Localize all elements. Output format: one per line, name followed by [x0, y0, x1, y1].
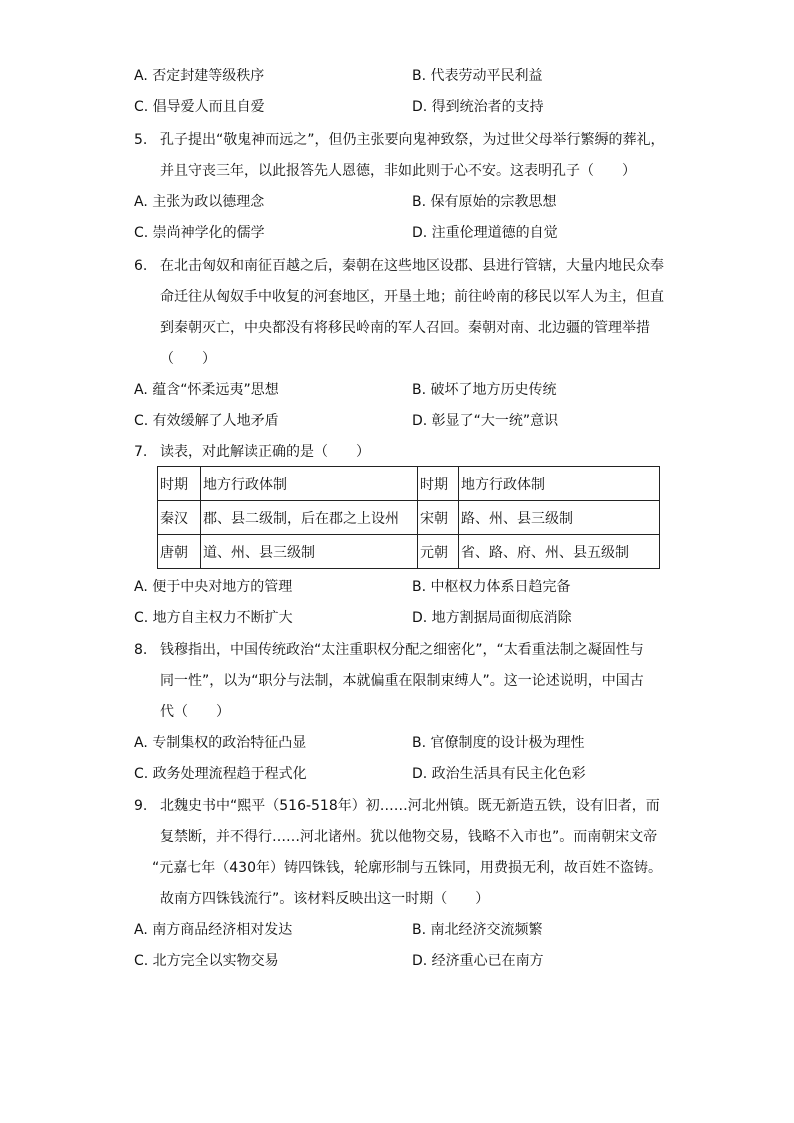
- table-cell: 道、州、县三级制: [201, 535, 418, 569]
- q9-stem-line-3: “元嘉七年（430年）铸四铢钱，轮廓形制与五铢同，用费损无利，故百姓不盗铸。: [152, 860, 662, 876]
- q7-option-b: B. 中枢权力体系日趋完备: [412, 579, 571, 595]
- q9-stem-line-2: 复禁断，并不得行……河北诸州。犹以他物交易，钱略不入市也”。而南朝宋文帝: [160, 829, 658, 845]
- q8-option-b: B. 官僚制度的设计极为理性: [412, 735, 585, 751]
- q7-option-a: A. 便于中央对地方的管理: [134, 579, 293, 595]
- q6-stem-line-1: 在北击匈奴和南征百越之后，秦朝在这些地区设郡、县进行管辖，大量内地民众奉: [160, 258, 664, 274]
- q8-option-a: A. 专制集权的政治特征凸显: [134, 735, 307, 751]
- q8-number: 8.: [134, 642, 148, 658]
- table-cell: 省、路、府、州、县五级制: [459, 535, 660, 569]
- q6-number: 6.: [134, 258, 148, 274]
- q5-option-a: A. 主张为政以德理念: [134, 194, 265, 210]
- q9-stem-line-4: 故南方四铢钱流行”。该材料反映出这一时期（ ）: [160, 891, 490, 907]
- q6-option-b: B. 破坏了地方历史传统: [412, 382, 557, 398]
- q7-option-d: D. 地方割据局面彻底消除: [412, 610, 572, 626]
- table-header-cell: 地方行政体制: [459, 467, 660, 501]
- q4-option-d: D. 得到统治者的支持: [412, 99, 544, 115]
- table-cell: 郡、县二级制，后在郡之上设州: [201, 501, 418, 535]
- q6-stem-line-2: 命迁往从匈奴手中收复的河套地区，开垦土地；前往岭南的移民以军人为主，但直: [160, 289, 664, 305]
- q5-option-b: B. 保有原始的宗教思想: [412, 194, 557, 210]
- q6-stem-line-4: （ ）: [160, 351, 216, 367]
- q9-stem-line-1: 北魏史书中“熙平（516-518年）初……河北州镇。既无新造五铁，设有旧者，而: [160, 798, 660, 814]
- table-header-cell: 地方行政体制: [201, 467, 418, 501]
- q5-option-d: D. 注重伦理道德的自觉: [412, 225, 558, 241]
- q9-option-b: B. 南北经济交流频繁: [412, 922, 543, 938]
- table-row: [158, 535, 660, 569]
- q6-stem-line-3: 到秦朝灭亡，中央都没有将移民岭南的军人召回。秦朝对南、北边疆的管理举措: [160, 320, 650, 336]
- q7-option-c: C. 地方自主权力不断扩大: [134, 610, 293, 626]
- table-cell: 宋朝: [418, 501, 459, 535]
- q6-option-a: A. 蕴含“怀柔远夷”思想: [134, 382, 279, 398]
- q6-option-c: C. 有效缓解了人地矛盾: [134, 413, 279, 429]
- q6-option-d: D. 彰显了“大一统”意识: [412, 413, 559, 429]
- q7-stem: 读表，对此解读正确的是（ ）: [160, 444, 370, 460]
- q8-stem-line-1: 钱穆指出，中国传统政治“太注重职权分配之细密化”，“太看重法制之凝固性与: [160, 642, 644, 658]
- q8-option-d: D. 政治生活具有民主化色彩: [412, 766, 586, 782]
- q9-option-a: A. 南方商品经济相对发达: [134, 922, 293, 938]
- q8-option-c: C. 政务处理流程趋于程式化: [134, 766, 307, 782]
- q9-option-d: D. 经济重心已在南方: [412, 953, 544, 969]
- q4-option-c: C. 倡导爱人而且自爱: [134, 99, 265, 115]
- q5-number: 5.: [134, 132, 148, 148]
- q5-option-c: C. 崇尚神学化的儒学: [134, 225, 265, 241]
- q9-number: 9.: [134, 798, 148, 814]
- q5-stem-line-2: 并且守丧三年，以此报答先人恩德，非如此则于心不安。这表明孔子（ ）: [160, 163, 636, 179]
- table-cell: 唐朝: [158, 535, 201, 569]
- table-header-cell: 时期: [158, 467, 201, 501]
- q7-table: [157, 466, 660, 569]
- q5-stem-line-1: 孔子提出“敬鬼神而远之”，但仍主张要向鬼神致祭，为过世父母举行繁缛的葬礼，: [160, 132, 665, 148]
- q4-option-a: A. 否定封建等级秩序: [134, 68, 265, 84]
- table-row: [158, 501, 660, 535]
- table-header-cell: 时期: [418, 467, 459, 501]
- q7-number: 7.: [134, 444, 148, 460]
- table-cell: 路、州、县三级制: [459, 501, 660, 535]
- table-cell: 秦汉: [158, 501, 201, 535]
- q8-stem-line-2: 同一性”，以为“职分与法制，本就偏重在限制束缚人”。这一论述说明，中国古: [160, 673, 644, 689]
- table-cell: 元朝: [418, 535, 459, 569]
- q9-option-c: C. 北方完全以实物交易: [134, 953, 279, 969]
- q8-stem-line-3: 代（ ）: [160, 704, 230, 720]
- table-row: [158, 467, 660, 501]
- q4-option-b: B. 代表劳动平民利益: [412, 68, 543, 84]
